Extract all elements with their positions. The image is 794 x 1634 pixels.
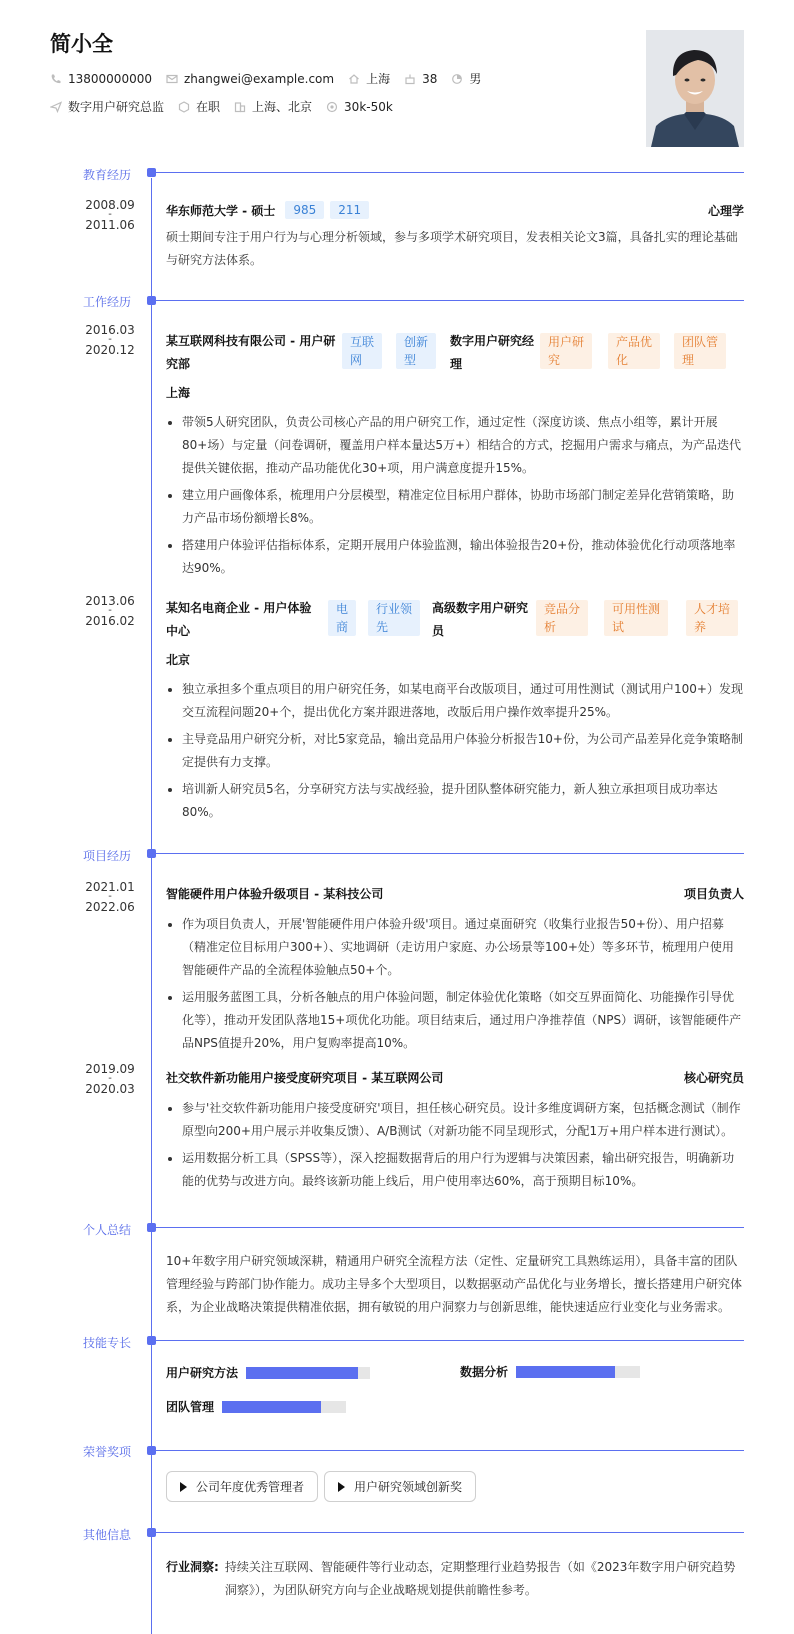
title-text: 数字用户研究总监 xyxy=(68,100,165,114)
skill-tag xyxy=(608,333,660,369)
project-header xyxy=(166,1069,744,1089)
work-date xyxy=(80,324,140,356)
tag-line: 竞品分 xyxy=(544,602,581,616)
date-start: 2016.03 xyxy=(85,323,135,337)
skill-item xyxy=(166,1398,346,1415)
other-label: 行业洞察: xyxy=(166,1560,219,1574)
list-item: 作为项目负责人，开展'智能硬件用户体验升级'项目。通过桌面研究（收集行业报告50+份）、用户招募（精准定位目标用户300+）、实地调研（走访用户家庭、办公场景等100+处）等多环节，梳理用户使用智能硬件产品的全流程体验触点50+个。 xyxy=(166,913,744,982)
section-skills-title: 技能专长 xyxy=(83,1336,132,1350)
date-start: 2008.09 xyxy=(85,198,135,212)
section-dot xyxy=(147,1528,156,1537)
work-entry-header xyxy=(166,330,744,378)
section-awards-title: 荣誉奖项 xyxy=(83,1445,132,1459)
role-line: 理 xyxy=(450,357,463,371)
phone-text: 13800000000 xyxy=(68,71,152,86)
school-tag: 211 xyxy=(330,201,369,219)
education-desc: 硕士期间专注于用户行为与心理分析领域，参与多项学术研究项目，发表相关论文3篇，具备扎实的理论基础与研究方法体系。 xyxy=(166,230,738,267)
work-location: 上海 xyxy=(166,386,191,400)
skill-name: 用户研究方法 xyxy=(166,1366,239,1380)
education-entry xyxy=(166,200,744,272)
section-divider xyxy=(156,172,744,173)
gender-item xyxy=(451,70,481,87)
company-tag xyxy=(368,600,420,636)
work-entry-body xyxy=(166,650,744,828)
award-name: 用户研究领域创新奖 xyxy=(354,1480,463,1494)
list-item: 主导竞品用户研究分析，对比5家竞品，输出竞品用户体验分析报告10+份，为公司产品差异化竞争策略制定提供有力支撑。 xyxy=(166,728,744,774)
work-bullets xyxy=(166,678,744,824)
work-date xyxy=(80,595,140,627)
skill-bar xyxy=(222,1401,346,1413)
play-icon xyxy=(338,1482,345,1492)
date-start: 2021.01 xyxy=(85,880,135,894)
skill-tag xyxy=(674,333,726,369)
salary-item xyxy=(326,100,393,114)
status-icon xyxy=(178,101,190,113)
tag-line: 团队管 xyxy=(682,335,719,349)
email-text: zhangwei@example.com xyxy=(183,71,335,86)
tag-line: 试 xyxy=(612,620,625,634)
section-project-title: 项目经历 xyxy=(83,849,132,863)
other-info xyxy=(166,1556,744,1602)
company-line: 某互联网科技有限公司 - 用户研 xyxy=(166,334,336,348)
age-icon xyxy=(404,73,416,85)
skill-bar-fill xyxy=(222,1401,321,1413)
tag-line: 人才培 xyxy=(694,602,731,616)
tag-line: 网 xyxy=(350,353,363,367)
skill-bar xyxy=(516,1366,640,1378)
section-divider xyxy=(156,1227,744,1228)
expect-city-text: 上海、北京 xyxy=(252,100,313,114)
skill-name: 团队管理 xyxy=(166,1400,215,1414)
date-dash: - xyxy=(108,209,112,220)
date-end: 2022.06 xyxy=(85,900,135,914)
list-item: 参与'社交软件新功能用户接受度研究'项目，担任核心研究员。设计多维度调研方案，包括概念测试（制作原型向200+用户展示并收集反馈）、A/B测试（对新功能不同呈现形式，分配1万+用户样本进行测试）。 xyxy=(166,1097,744,1143)
project-role: 项目负责人 xyxy=(683,887,744,901)
list-item: 运用数据分析工具（SPSS等），深入挖掘数据背后的用户行为逻辑与决策因素，输出研究报告，明确新功能的优势与改进方向。最终该新功能上线后，用户使用率达60%，高于预期目标10%。 xyxy=(166,1147,744,1193)
major: 心理学 xyxy=(707,204,744,218)
company-name xyxy=(166,330,335,376)
project-entry xyxy=(166,885,744,1059)
date-dash: - xyxy=(108,891,112,902)
section-dot xyxy=(147,1446,156,1455)
date-end: 2020.03 xyxy=(85,1082,135,1096)
summary-text: 10+年数字用户研究领域深耕，精通用户研究全流程方法（定性、定量研究工具熟练运用），具备丰富的团队管理经验与跨部门协作能力。成功主导多个大型项目，以数据驱动产品优化与业务增长，擅长搭建用户研究体系，为企业战略决策提供精准依据，拥有敏锐的用户洞察力与创新思维，能快速适应行业变化与业务需求。 xyxy=(166,1254,743,1314)
project-date xyxy=(80,881,140,913)
tag-line: 创新 xyxy=(404,335,429,349)
profile-photo xyxy=(646,30,744,147)
section-dot xyxy=(147,849,156,858)
tag-line: 行业领 xyxy=(376,602,413,616)
skill-item xyxy=(460,1363,640,1380)
skill-tag xyxy=(540,333,592,369)
home-icon xyxy=(348,73,360,85)
play-icon xyxy=(180,1482,187,1492)
job-title xyxy=(450,330,534,376)
company-tag xyxy=(342,333,382,369)
phone-icon xyxy=(50,73,62,85)
city-item xyxy=(348,70,390,87)
tag-line: 互联 xyxy=(350,335,375,349)
title-item xyxy=(50,98,164,115)
project-name: 智能硬件用户体验升级项目 - 某科技公司 xyxy=(166,887,384,901)
contact-row xyxy=(50,70,495,87)
list-item: 搭建用户体验评估指标体系，定期开展用户体验监测，输出体验报告20+份，推动体验优化行动项落地率达90%。 xyxy=(166,534,744,580)
education-date xyxy=(80,199,140,231)
company-line: 究部 xyxy=(166,357,191,371)
city-text: 上海 xyxy=(366,72,391,86)
company-tag xyxy=(328,600,356,636)
school-name: 华东师范大学 - 硕士 xyxy=(166,203,276,218)
building-icon xyxy=(234,101,246,113)
section-divider xyxy=(156,853,744,854)
work-entry-header xyxy=(166,597,744,645)
date-dash: - xyxy=(108,1073,112,1084)
section-education-title: 教育经历 xyxy=(83,168,132,182)
project-entry xyxy=(166,1069,744,1197)
work-entry-body xyxy=(166,383,744,584)
status-text: 在职 xyxy=(196,100,221,114)
tag-line: 究 xyxy=(548,353,561,367)
project-bullets xyxy=(166,1097,744,1193)
list-item: 带领5人研究团队，负责公司核心产品的用户研究工作，通过定性（深度访谈、焦点小组等，累计开展80+场）与定量（问卷调研，覆盖用户样本量达5万+）相结合的方式，挖掘用户需求与痛点，为产品迭代提供关键依据，推动产品功能优化30+项，用户满意度提升15%。 xyxy=(166,411,744,480)
company-line: 某知名电商企业 - 用户体验 xyxy=(166,601,312,615)
skill-tag xyxy=(686,600,738,636)
email-item xyxy=(166,72,334,86)
tag-line: 理 xyxy=(682,353,695,367)
skill-bar-fill xyxy=(516,1366,615,1378)
date-dash: - xyxy=(108,605,112,616)
tag-line: 电 xyxy=(336,602,349,616)
salary-text: 30k-50k xyxy=(344,99,393,114)
tag-line: 析 xyxy=(544,620,557,634)
award-name: 公司年度优秀管理者 xyxy=(196,1480,305,1494)
school-tag: 985 xyxy=(285,201,324,219)
skill-bar-fill xyxy=(246,1367,358,1379)
timeline-line xyxy=(151,178,152,1634)
section-summary-title: 个人总结 xyxy=(83,1223,132,1237)
tag-line: 可用性测 xyxy=(612,602,661,616)
section-divider xyxy=(156,300,744,301)
skill-tag xyxy=(604,600,668,636)
tag-line: 用户研 xyxy=(548,335,585,349)
list-item: 独立承担多个重点项目的用户研究任务，如某电商平台改版项目，通过可用性测试（测试用户100+）发现交互流程问题20+个，提出优化方案并跟进落地，改版后用户操作效率提升25%。 xyxy=(166,678,744,724)
project-header xyxy=(166,885,744,905)
education-header xyxy=(166,200,744,220)
tag-line: 产品优 xyxy=(616,335,653,349)
company-line: 中心 xyxy=(166,624,191,638)
send-icon xyxy=(50,101,62,113)
award-badge xyxy=(166,1471,318,1502)
section-other-title: 其他信息 xyxy=(83,1528,132,1542)
skill-tag xyxy=(536,600,588,636)
phone-item xyxy=(50,72,152,86)
tag-line: 化 xyxy=(616,353,629,367)
job-title xyxy=(432,597,528,643)
tag-line: 养 xyxy=(694,620,707,634)
tag-line: 商 xyxy=(336,620,349,634)
list-item: 培训新人研究员5名，分享研究方法与实战经验，提升团队整体研究能力，新人独立承担项目成功率达80%。 xyxy=(166,778,744,824)
section-dot xyxy=(147,168,156,177)
expect-city-item xyxy=(234,98,312,115)
date-end: 2011.06 xyxy=(85,218,135,232)
candidate-name: 简小全 xyxy=(50,32,113,56)
tag-line: 先 xyxy=(376,620,389,634)
age-text: 38 xyxy=(422,71,438,86)
date-start: 2019.09 xyxy=(85,1062,135,1076)
salary-icon xyxy=(326,101,338,113)
section-work-title: 工作经历 xyxy=(83,295,132,309)
other-text: 持续关注互联网、智能硬件等行业动态，定期整理行业趋势报告（如《2023年数字用户研究趋势洞察》），为团队研究方向与企业战略规划提供前瞻性参考。 xyxy=(224,1560,736,1597)
role-line: 高级数字用户研究 xyxy=(432,601,529,615)
award-badge xyxy=(324,1471,476,1502)
project-bullets xyxy=(166,913,744,1055)
skill-bar xyxy=(246,1367,370,1379)
tag-line: 型 xyxy=(404,353,417,367)
list-item: 运用服务蓝图工具，分析各触点的用户体验问题，制定体验优化策略（如交互界面简化、功能操作引导优化等），推动开发团队落地15+项优化功能。项目结束后，通过用户净推荐值（NPS）调研，该智能硬件产品NPS值提升20%，用户复购率提高10%。 xyxy=(166,986,744,1055)
date-dash: - xyxy=(108,334,112,345)
skill-item xyxy=(166,1364,370,1381)
company-name xyxy=(166,597,311,643)
work-location: 北京 xyxy=(166,653,191,667)
section-dot xyxy=(147,1336,156,1345)
section-divider xyxy=(156,1532,744,1533)
company-tag xyxy=(396,333,436,369)
role-line: 员 xyxy=(432,624,445,638)
project-name: 社交软件新功能用户接受度研究项目 - 某互联网公司 xyxy=(166,1071,444,1085)
date-end: 2016.02 xyxy=(85,614,135,628)
mail-icon xyxy=(166,73,178,85)
date-start: 2013.06 xyxy=(85,594,135,608)
role-line: 数字用户研究经 xyxy=(450,334,535,348)
project-role: 核心研究员 xyxy=(683,1071,744,1085)
project-date xyxy=(80,1063,140,1095)
skill-name: 数据分析 xyxy=(460,1365,509,1379)
gender-text: 男 xyxy=(469,72,482,86)
work-bullets xyxy=(166,411,744,580)
age-item xyxy=(404,72,437,86)
section-dot xyxy=(147,296,156,305)
section-divider xyxy=(156,1340,744,1341)
date-end: 2020.12 xyxy=(85,343,135,357)
job-intent-row xyxy=(50,98,407,115)
section-divider xyxy=(156,1450,744,1451)
gender-icon xyxy=(451,73,463,85)
list-item: 建立用户画像体系，梳理用户分层模型，精准定位目标用户群体，协助市场部门制定差异化营销策略，助力产品市场份额增长8%。 xyxy=(166,484,744,530)
section-dot xyxy=(147,1223,156,1232)
status-item xyxy=(178,98,220,115)
